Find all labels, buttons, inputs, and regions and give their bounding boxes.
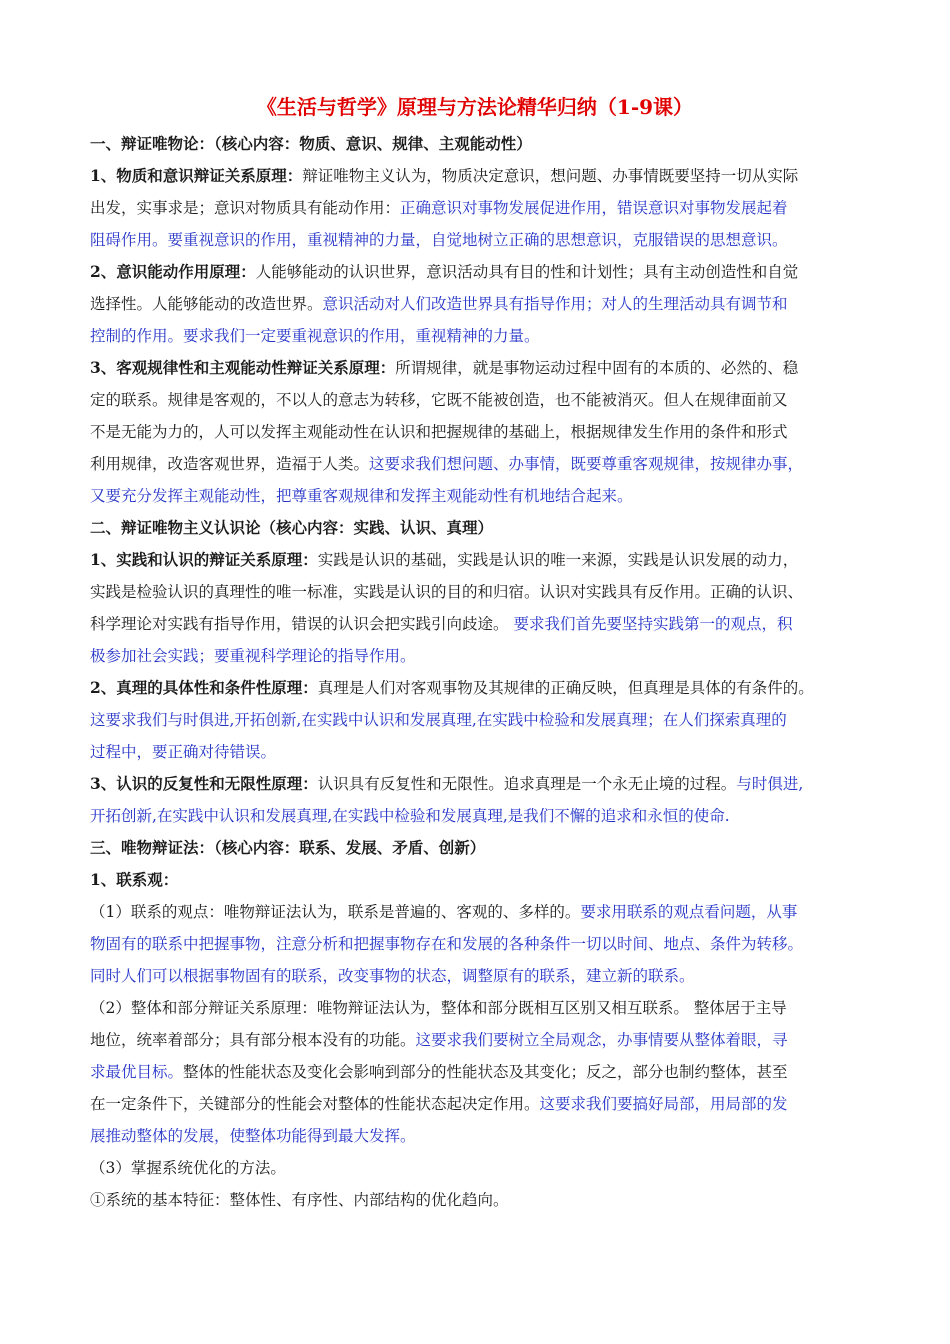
text-line (90, 1061, 880, 1083)
body-text: （2）整体和部分辩证关系原理：唯物辩证法认为，整体和部分既相互区别又相互联系。 整体居于主导 (90, 999, 787, 1017)
body-text: 整体的性能状态及变化会影响到部分的性能状态及其变化；反之，部分也制约整体，甚至 (183, 1063, 788, 1081)
text-line (90, 677, 880, 699)
text-line (90, 517, 880, 539)
highlight-text: 开拓创新,在实践中认识和发展真理,在实践中检验和发展真理,是我们不懈的追求和永恒的使命. (90, 807, 730, 825)
text-line (90, 293, 880, 315)
text-line (90, 1125, 880, 1147)
body-text: 地位，统率着部分；具有部分根本没有的功能。 (90, 1031, 416, 1049)
text-line (90, 357, 880, 379)
bold-heading-text: 3、客观规律性和主观能动性辩证关系原理： (90, 358, 396, 377)
body-text: 实践是检验认识的真理性的唯一标准，实践是认识的目的和归宿。认识对实践具有反作用。正确的认识、 (90, 583, 804, 601)
bold-heading-text: 三、唯物辩证法：（核心内容：联系、发展、矛盾、创新） (90, 838, 486, 857)
body-text: （1）联系的观点：唯物辩证法认为，联系是普遍的、客观的、多样的。 (90, 903, 581, 921)
bold-heading-text: 2、意识能动作用原理： (90, 262, 256, 281)
highlight-text: 要求用联系的观点看问题，从事 (580, 903, 798, 921)
text-line (90, 837, 880, 859)
bold-heading-text: 1、联系观： (90, 870, 179, 889)
body-text: 不是无能为力的，人可以发挥主观能动性在认识和把握规律的基础上，根据规律发生作用的条件和形式 (90, 423, 788, 441)
body-text: 利用规律，改造客观世界，造福于人类。 (90, 455, 370, 473)
body-text: 所谓规律，就是事物运动过程中固有的本质的、必然的、稳 (395, 359, 799, 377)
body-text: 出发，实事求是；意识对物质具有能动作用： (90, 199, 401, 217)
text-line (90, 197, 880, 219)
highlight-text: 求最优目标。 (90, 1063, 184, 1081)
body-text: 真理是人们对客观事物及其规律的正确反映，但真理是具体的有条件的。 (317, 679, 814, 697)
body-text: ①系统的基本特征：整体性、有序性、内部结构的优化趋向。 (90, 1191, 509, 1209)
text-line (90, 261, 880, 283)
body-text: 定的联系。规律是客观的，不以人的意志为转移，它既不能被创造，也不能被消灭。但人在规律面前又 (90, 391, 788, 409)
text-line (90, 1157, 880, 1179)
highlight-text: 阻碍作用。要重视意识的作用，重视精神的力量，自觉地树立正确的思想意识，克服错误的思想意识。 (90, 231, 788, 249)
text-line (90, 549, 880, 571)
document-title: 《生活与哲学》原理与方法论精华归纳（1-9课） (256, 95, 694, 119)
text-line (90, 741, 880, 763)
bold-heading-text: 3、认识的反复性和无限性原理： (90, 774, 318, 793)
text-line (90, 805, 880, 827)
text-line (90, 1093, 880, 1115)
highlight-text: 过程中，要正确对待错误。 (90, 743, 277, 761)
text-line (90, 1189, 880, 1211)
body-text: 在一定条件下，关键部分的性能会对整体的性能状态起决定作用。 (90, 1095, 540, 1113)
highlight-text: 这要求我们要树立全局观念，办事情要从整体着眼，寻 (415, 1031, 788, 1049)
text-line (90, 645, 880, 667)
highlight-text: 控制的作用。要求我们一定要重视意识的作用，重视精神的力量。 (90, 327, 540, 345)
text-line (90, 709, 880, 731)
highlight-text: 展推动整体的发展，使整体功能得到最大发挥。 (90, 1127, 416, 1145)
body-text: 人能够能动的认识世界，意识活动具有目的性和计划性；具有主动创造性和自觉 (255, 263, 799, 281)
text-line (90, 997, 880, 1019)
bold-heading-text: 一、辩证唯物论：（核心内容：物质、意识、规律、主观能动性） (90, 134, 532, 153)
text-line (90, 165, 880, 187)
text-line (90, 229, 880, 251)
highlight-text: 极参加社会实践；要重视科学理论的指导作用。 (90, 647, 416, 665)
highlight-text: 这要求我们与时俱进,开拓创新,在实践中认识和发展真理,在实践中检验和发展真理；在人们探索真理的 (90, 711, 787, 729)
bold-heading-text: 1、物质和意识辩证关系原理： (90, 166, 303, 185)
highlight-text: 这要求我们想问题、办事情，既要尊重客观规律，按规律办事， (369, 455, 804, 473)
bold-heading-text: 二、辩证唯物主义认识论（核心内容：实践、认识、真理） (90, 518, 494, 537)
text-line (90, 325, 880, 347)
bold-heading-text: 2、真理的具体性和条件性原理： (90, 678, 318, 697)
text-line (90, 613, 880, 635)
text-line (90, 965, 880, 987)
bold-heading-text: 1、实践和认识的辩证关系原理： (90, 550, 318, 569)
highlight-text: 又要充分发挥主观能动性，把尊重客观规律和发挥主观能动性有机地结合起来。 (90, 487, 633, 505)
highlight-text: 这要求我们要搞好局部，用局部的发 (539, 1095, 788, 1113)
highlight-text: 与时俱进, (736, 775, 804, 793)
highlight-text: 正确意识对事物发展促进作用，错误意识对事物发展起着 (400, 199, 788, 217)
body-text: 选择性。人能够能动的改造世界。 (90, 295, 323, 313)
text-line (90, 901, 880, 923)
text-line (90, 389, 880, 411)
body-text: 实践是认识的基础，实践是认识的唯一来源，实践是认识发展的动力， (317, 551, 799, 569)
text-line (90, 773, 880, 795)
text-line (90, 485, 880, 507)
text-line (90, 453, 880, 475)
text-line (90, 933, 880, 955)
text-line (90, 581, 880, 603)
highlight-text: 同时人们可以根据事物固有的联系，改变事物的状态，调整原有的联系，建立新的联系。 (90, 967, 695, 985)
body-text: 认识具有反复性和无限性。追求真理是一个永无止境的过程。 (317, 775, 737, 793)
text-line (90, 133, 880, 155)
body-text: 科学理论对实践有指导作用，错误的认识会把实践引向歧途。 (90, 615, 514, 633)
text-line (90, 421, 880, 443)
highlight-text: 要求我们首先要坚持实践第一的观点，积 (513, 615, 793, 633)
text-line (90, 869, 880, 891)
body-text: 辩证唯物主义认为，物质决定意识，想问题、办事情既要坚持一切从实际 (302, 167, 799, 185)
highlight-text: 意识活动对人们改造世界具有指导作用；对人的生理活动具有调节和 (322, 295, 788, 313)
body-text: （3）掌握系统优化的方法。 (90, 1159, 286, 1177)
highlight-text: 物固有的联系中把握事物，注意分析和把握事物存在和发展的各种条件一切以时间、地点、条件为转移。 (90, 935, 804, 953)
text-line (90, 1029, 880, 1051)
